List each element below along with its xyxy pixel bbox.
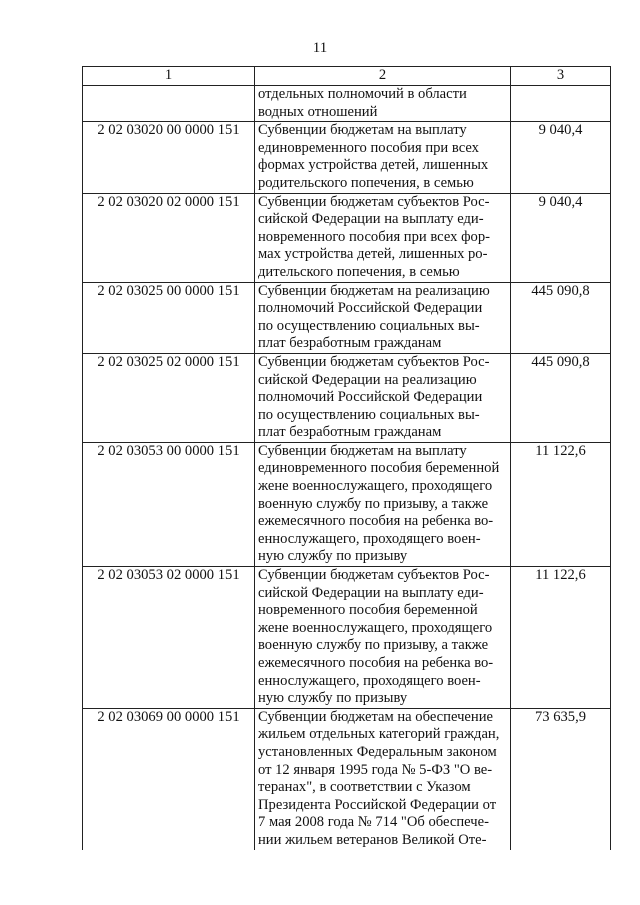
table-row — [83, 86, 611, 122]
table-row — [83, 567, 611, 709]
row-code: 2 02 03025 02 0000 151 — [83, 353, 255, 442]
row-amount: 11 122,6 — [511, 442, 611, 566]
row-amount: 11 122,6 — [511, 567, 611, 709]
row-name: Субвенции бюджетам на обеспечение жильем отдельных категорий граждан, установленных Федеральным законом от 12 января 1995 года № 5-ФЗ "О ве- теранах", в соответствии с Указом Президента Российской Федерации от 7 мая 2008 года № 714 "Об обеспече- нии жильем ветеранов Великой Оте- — [255, 708, 511, 849]
row-name: Субвенции бюджетам субъектов Рос- сийской Федерации на выплату еди- новременного пособия беременной жене военнослужащего, проходящего военную службу по призыву, а также ежемесячного пособия на ребенка во- еннослужащего, проходящего воен- ную службу по призыву — [255, 567, 511, 709]
page-number: 11 — [312, 40, 328, 56]
row-code: 2 02 03020 00 0000 151 — [83, 122, 255, 193]
column-header-1: 1 — [83, 67, 255, 86]
table-row — [83, 442, 611, 566]
row-name: Субвенции бюджетам на выплату единовременного пособия беременной жене военнослужащего, проходящего военную службу по призыву, а также ежемесячного пособия на ребенка во- еннослужащего, проходящего воен- ную службу по призыву — [255, 442, 511, 566]
table-header-row — [83, 67, 611, 86]
row-amount: 445 090,8 — [511, 353, 611, 442]
row-code: 2 02 03069 00 0000 151 — [83, 708, 255, 849]
row-code: 2 02 03053 02 0000 151 — [83, 567, 255, 709]
column-header-2: 2 — [255, 67, 511, 86]
row-amount: 9 040,4 — [511, 193, 611, 282]
row-name: Субвенции бюджетам на реализацию полномочий Российской Федерации по осуществлению социальных вы- плат безработным гражданам — [255, 282, 511, 353]
row-name: Субвенции бюджетам субъектов Рос- сийской Федерации на выплату еди- новременного пособия при всех фор- мах устройства детей, лишенных ро- дительского попечения, в семью — [255, 193, 511, 282]
row-name: Субвенции бюджетам на выплату единовременного пособия при всех формах устройства детей, лишенных родительского попечения, в семью — [255, 122, 511, 193]
row-code: 2 02 03053 00 0000 151 — [83, 442, 255, 566]
row-name: отдельных полномочий в области водных отношений — [255, 86, 511, 122]
table-row — [83, 353, 611, 442]
budget-table — [82, 66, 611, 850]
row-amount: 73 635,9 — [511, 708, 611, 849]
row-amount — [511, 86, 611, 122]
table-row — [83, 282, 611, 353]
row-code — [83, 86, 255, 122]
table-row — [83, 708, 611, 849]
column-header-3: 3 — [511, 67, 611, 86]
row-amount: 9 040,4 — [511, 122, 611, 193]
table-row — [83, 193, 611, 282]
table-row — [83, 122, 611, 193]
row-name: Субвенции бюджетам субъектов Рос- сийской Федерации на реализацию полномочий Российской Федерации по осуществлению социальных вы- плат безработным гражданам — [255, 353, 511, 442]
row-code: 2 02 03020 02 0000 151 — [83, 193, 255, 282]
row-code: 2 02 03025 00 0000 151 — [83, 282, 255, 353]
row-amount: 445 090,8 — [511, 282, 611, 353]
